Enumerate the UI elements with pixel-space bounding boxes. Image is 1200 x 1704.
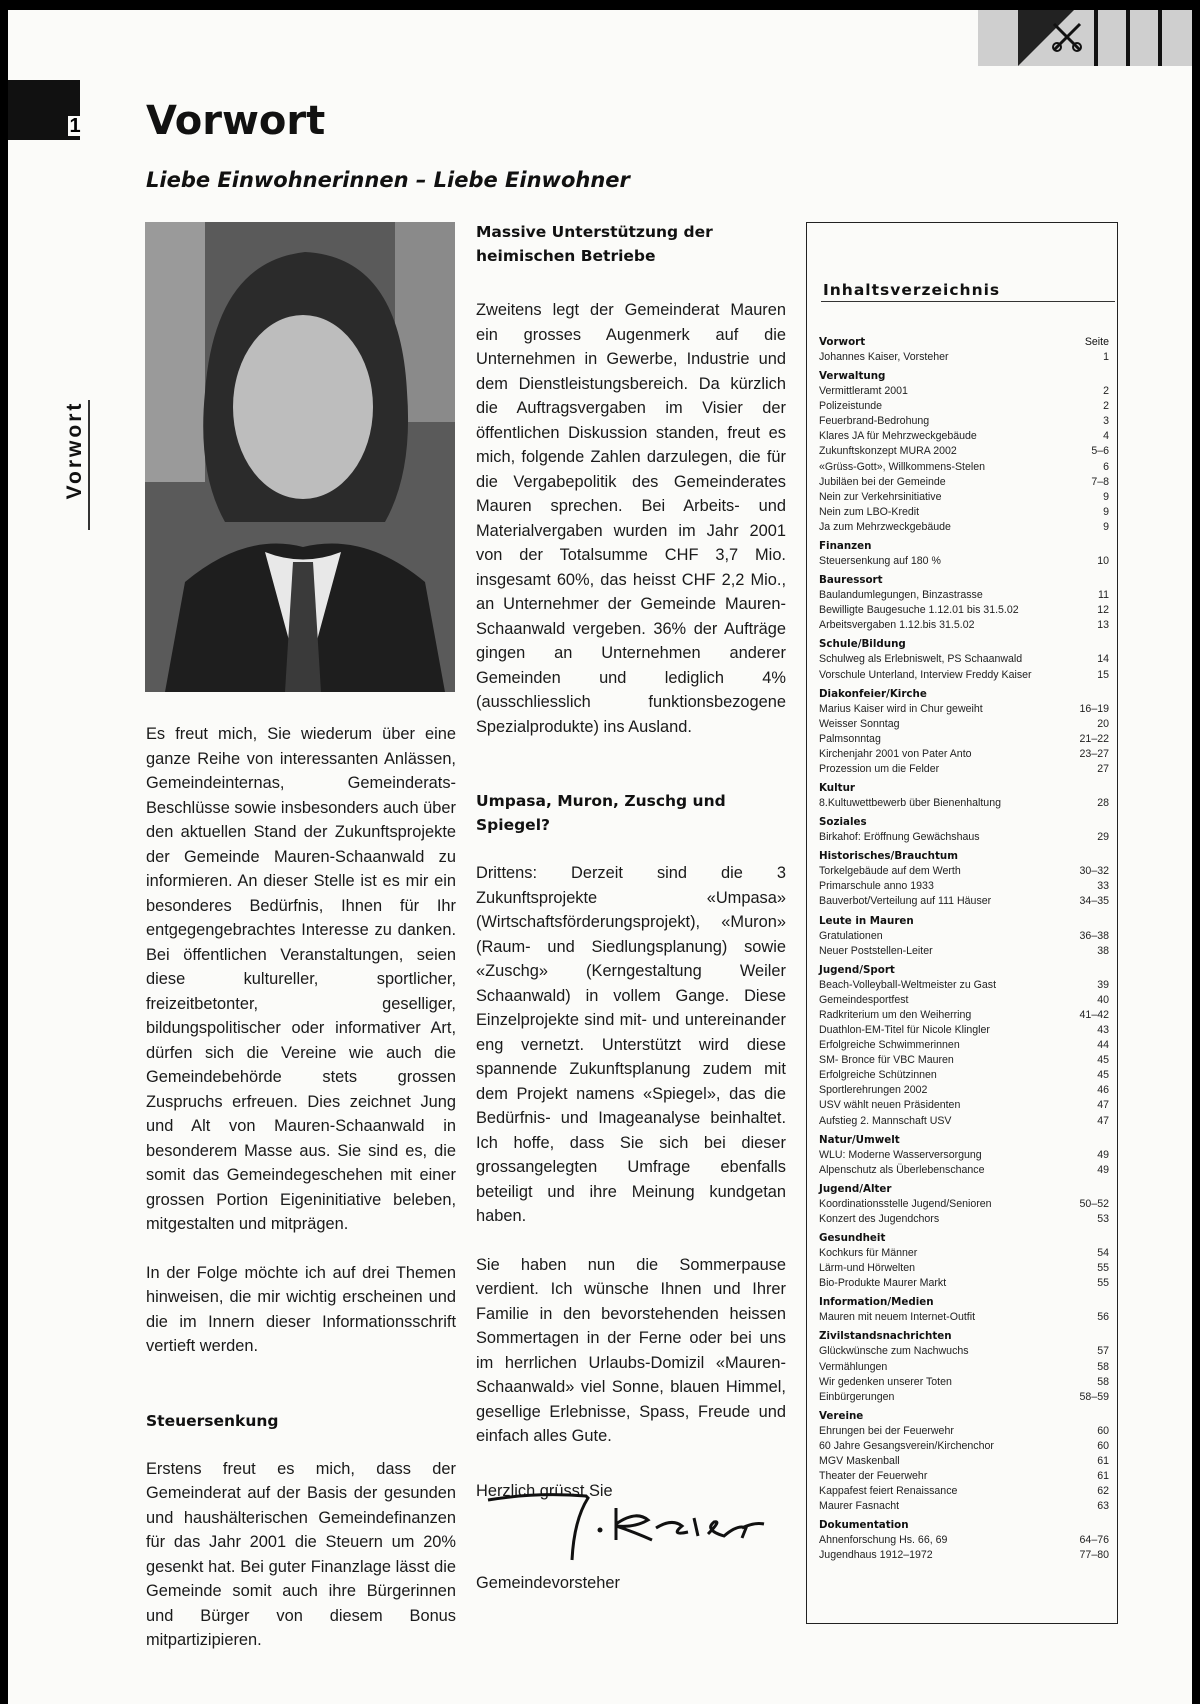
tax-paragraph: Erstens freut es mich, dass der Gemeinderat auf der Basis der gesunden und haushälterischen Gemeindefinanzen für das Jahr 2001 die Steuern um 20% gesenkt hat. Bei guter Finanzlage lässt die Gemeinde somit auch ihre Bürgerinnen und Bürger von diesem Bonus mitpartizipieren. — [146, 1459, 456, 1649]
toc-entry-label: Nein zur Verkehrsinitiative — [819, 490, 942, 503]
toc-entry-page: 28 — [1097, 797, 1109, 810]
toc-entry-label: Klares JA für Mehrzweckgebäude — [819, 430, 977, 443]
text-column-middle — [476, 220, 786, 1503]
intro-paragraph: Es freut mich, Sie wiederum über eine ganze Reihe von interessanten Anlässen, Gemeindeinternas, Gemeinderats-Beschlüsse sowie insbesonders auch über den aktuellen Stand der Zukunftsprojekte der Gemeinde Mauren-Schaanwald zu informieren. An dieser Stelle ist es mir ein besonderes Bedürfnis, Ihnen für Ihr entgegengebrachtes Interesse zu danken. Bei öffentlichen Veranstaltungen, seien diese kultureller, sportlicher, freizeitbetonter, geselliger, bildungspolitischer oder informativer Art, dürfen sich die Vereine wie auch die Gemeindebehörde stets grossen Zuspruchs erfreuen. Dies zeichnet Jung und Alt von Mauren-Schaanwald in besonderem Masse aus. Sie sind es, die somit das Gemeindegeschehen mit einer grossen Portion Eigeninitiative beleben, mitgestalten und mitprägen. — [146, 725, 456, 1233]
toc-entry-label: Schulweg als Erlebniswelt, PS Schaanwald — [819, 653, 1023, 666]
toc-entry-label: Arbeitsvergaben 1.12.bis 31.5.02 — [819, 619, 975, 632]
toc-entry-label: Zukunftskonzept MURA 2002 — [819, 445, 957, 458]
toc-entry-page: 4 — [1103, 430, 1109, 443]
toc-entry-page: 58–59 — [1079, 1390, 1109, 1403]
page-title: Vorwort — [146, 98, 326, 144]
toc-entry-page: 45 — [1097, 1069, 1109, 1082]
toc-entry-label: Gratulationen — [819, 929, 883, 942]
toc-entry — [819, 1454, 1109, 1469]
toc-entry-label: Ahnenforschung Hs. 66, 69 — [819, 1534, 948, 1547]
toc-entry-page: 43 — [1097, 1024, 1109, 1036]
toc-heading-label: Diakonfeier/Kirche — [819, 687, 927, 700]
toc-section — [819, 335, 1109, 365]
toc-heading-page: Seite — [1084, 336, 1109, 348]
toc-entry — [819, 1424, 1109, 1439]
toc-entry-label: Alpenschutz als Überlebenschance — [819, 1163, 985, 1176]
toc-entry-page: 62 — [1097, 1485, 1109, 1498]
toc-section-heading — [819, 914, 1109, 929]
toc-section — [819, 781, 1109, 811]
toc-entry-page: 33 — [1097, 880, 1109, 893]
toc-entry-label: Aufstieg 2. Mannschaft USV — [819, 1114, 952, 1127]
toc-entry — [819, 350, 1109, 365]
toc-entry — [819, 1148, 1109, 1163]
toc-entry-page: 58 — [1097, 1360, 1109, 1373]
toc-section-heading — [819, 1231, 1109, 1246]
toc-entry — [819, 652, 1109, 667]
toc-entry-page: 21–22 — [1079, 732, 1109, 745]
toc-entry — [819, 879, 1109, 894]
toc-entry-page: 61 — [1097, 1470, 1109, 1483]
toc-entry-label: Duathlon-EM-Titel für Nicole Klingler — [819, 1024, 990, 1036]
toc-section — [819, 963, 1109, 1129]
toc-section — [819, 849, 1109, 909]
toc-entry-page: 54 — [1097, 1247, 1109, 1260]
toc-entry-page: 20 — [1097, 717, 1109, 730]
toc-entry — [819, 520, 1109, 535]
toc-entry-label: Kappafest feiert Renaissance — [819, 1485, 958, 1498]
toc-entry-page: 56 — [1097, 1311, 1109, 1324]
toc-entry-page: 16–19 — [1079, 702, 1109, 715]
toc-entry — [819, 399, 1109, 414]
toc-entry — [819, 894, 1109, 909]
toc-section-heading — [819, 781, 1109, 796]
toc-section-heading — [819, 1329, 1109, 1344]
summer-paragraph: Sie haben nun die Sommerpause verdient. Ich wünsche Ihnen und Ihrer Familie in den bevorstehenden heissen Sommertagen in der Ferne oder bei uns im herrlichen Urlaubs-Domizil «Mauren-Schaanwald» viel Sonne, blauen Himmel, gesellige Erlebnisse, Spass, Freude und einfach alles Gute. — [476, 1255, 786, 1445]
projects-paragraph: Drittens: Derzeit sind die 3 Zukunftsprojekte «Umpasa» (Wirtschaftsförderungsprojekt), «Muron» (Raum- und Siedlungsplanung) sowie «Zuschg» (Kerngestaltung Weiler Schaanwald) in vollem Gange. Diese Einzelprojekte sind mit- und untereinander eng vernetzt. Unterstützt wird diese spannende Zukunftsplanung zudem mit dem Projekt namens «Spiegel», das die Bedürfnis- und Imageanalyse beinhaltet. Ich hoffe, dass Sie sich bei dieser grossangelegten Umfrage ebenfalls beteiligt und ihre Meinung kundgetan haben. — [476, 864, 786, 1225]
toc-entry-label: Feuerbrand-Bedrohung — [819, 415, 930, 428]
toc-entry — [819, 1114, 1109, 1129]
page-subtitle: Liebe Einwohnerinnen – Liebe Einwohner — [146, 168, 630, 192]
toc-entry — [819, 796, 1109, 811]
toc-heading-label: Jugend/Sport — [819, 963, 895, 976]
table-of-contents — [806, 222, 1118, 1624]
toc-entry — [819, 384, 1109, 399]
toc-entry-label: Erfolgreiche Schwimmerinnen — [819, 1039, 960, 1052]
toc-heading-label: Vereine — [819, 1409, 864, 1422]
toc-entry — [819, 717, 1109, 732]
toc-entry-label: Vermittleramt 2001 — [819, 385, 908, 398]
toc-entry — [819, 1469, 1109, 1484]
toc-entry-label: Steuersenkung auf 180 % — [819, 555, 941, 568]
toc-entry — [819, 603, 1109, 618]
toc-entry-label: Bauverbot/Verteilung auf 111 Häuser — [819, 895, 992, 908]
corner-tab-block — [978, 10, 1192, 66]
toc-entry-page: 34–35 — [1079, 895, 1109, 908]
heading-projekte: Umpasa, Muron, Zuschg und Spiegel? — [476, 792, 726, 834]
tools-icon — [1050, 20, 1084, 54]
toc-entry-label: Wir gedenken unserer Toten — [819, 1375, 952, 1388]
toc-entry-label: Gemeindesportfest — [819, 993, 909, 1006]
toc-entry-label: Mauren mit neuem Internet-Outfit — [819, 1311, 976, 1324]
toc-entry-label: Sportlerehrungen 2002 — [819, 1084, 928, 1097]
toc-entry — [819, 702, 1109, 717]
toc-entry — [819, 993, 1109, 1008]
toc-heading-label: Natur/Umwelt — [819, 1133, 900, 1146]
toc-entry-label: Palmsonntag — [819, 732, 881, 745]
toc-heading-label: Gesundheit — [819, 1232, 886, 1245]
toc-entry-page: 49 — [1097, 1163, 1109, 1176]
toc-heading-label: Kultur — [819, 782, 855, 795]
toc-entry-label: Erfolgreiche Schützinnen — [819, 1069, 937, 1082]
toc-entry-label: Prozession um die Felder — [819, 762, 940, 775]
toc-entry-page: 47 — [1097, 1114, 1109, 1127]
toc-entry — [819, 1212, 1109, 1227]
signature — [476, 1480, 776, 1570]
toc-entry-page: 38 — [1097, 944, 1109, 957]
side-section-label: Vorwort — [63, 400, 86, 500]
toc-entry-page: 61 — [1097, 1454, 1109, 1467]
toc-section — [819, 1518, 1109, 1563]
toc-section — [819, 637, 1109, 682]
toc-heading-label: Schule/Bildung — [819, 638, 906, 651]
themes-paragraph: In der Folge möchte ich auf drei Themen hinweisen, die mir wichtig erscheinen und die im Innern dieser Informationsschrift vertieft werden. — [146, 1263, 456, 1355]
toc-entry-page: 12 — [1097, 604, 1109, 617]
toc-entry — [819, 1098, 1109, 1113]
toc-entry-page: 9 — [1103, 505, 1109, 518]
toc-entry-label: Konzert des Jugendchors — [819, 1212, 940, 1225]
toc-entry — [819, 1053, 1109, 1068]
toc-entry — [819, 1068, 1109, 1083]
toc-entry — [819, 864, 1109, 879]
toc-entry — [819, 1360, 1109, 1375]
toc-entry — [819, 1008, 1109, 1023]
toc-entry — [819, 1548, 1109, 1563]
toc-heading-label: Verwaltung — [819, 370, 886, 383]
toc-entry-page: 2 — [1103, 385, 1109, 398]
toc-section-heading — [819, 963, 1109, 978]
toc-entry-label: Maurer Fasnacht — [819, 1500, 900, 1513]
toc-entry-page: 44 — [1097, 1039, 1109, 1052]
toc-entry-label: MGV Maskenball — [819, 1454, 900, 1467]
toc-section-heading — [819, 369, 1109, 384]
side-rule — [88, 400, 90, 530]
toc-entry — [819, 1261, 1109, 1276]
toc-entry-label: «Grüss-Gott», Willkommens-Stelen — [819, 460, 986, 473]
toc-entry-page: 64–76 — [1079, 1534, 1109, 1547]
toc-heading-label: Leute in Mauren — [819, 914, 914, 927]
toc-entry-label: Birkahof: Eröffnung Gewächshaus — [819, 831, 980, 844]
toc-entry — [819, 1484, 1109, 1499]
toc-entry-label: USV wählt neuen Präsidenten — [819, 1099, 961, 1112]
toc-entry-label: Torkelgebäude auf dem Werth — [819, 865, 961, 878]
toc-entry-label: Johannes Kaiser, Vorsteher — [819, 351, 949, 363]
toc-entry-label: Jugendhaus 1912–1972 — [819, 1549, 933, 1562]
toc-entry-page: 10 — [1097, 555, 1109, 568]
toc-heading-label: Dokumentation — [819, 1519, 909, 1532]
toc-entry-label: Nein zum LBO-Kredit — [819, 505, 920, 518]
toc-section-heading — [819, 849, 1109, 864]
page-number: 1 — [69, 115, 81, 137]
toc-section-heading — [819, 1182, 1109, 1197]
toc-section — [819, 539, 1109, 569]
toc-entry-label: Kirchenjahr 2001 von Pater Anto — [819, 747, 972, 760]
toc-entry — [819, 1499, 1109, 1514]
toc-entry-page: 49 — [1097, 1148, 1109, 1161]
toc-entry-label: Neuer Poststellen-Leiter — [819, 944, 933, 957]
toc-entry-page: 60 — [1097, 1439, 1109, 1452]
toc-entry — [819, 414, 1109, 429]
toc-entry-page: 14 — [1097, 653, 1109, 666]
toc-entry-page: 40 — [1097, 993, 1109, 1006]
toc-entry-page: 46 — [1097, 1084, 1109, 1097]
toc-entry-label: Vorschule Unterland, Interview Freddy Kaiser — [819, 668, 1032, 681]
toc-entry-page: 60 — [1097, 1424, 1109, 1437]
toc-entry-page: 9 — [1103, 490, 1109, 503]
toc-entry — [819, 1246, 1109, 1261]
toc-entry-page: 13 — [1097, 619, 1109, 632]
toc-entry-label: Bewilligte Baugesuche 1.12.01 bis 31.5.02 — [819, 604, 1019, 617]
toc-entry-label: Radkriterium um den Weiherring — [819, 1008, 972, 1021]
heading-unterstuetzung: Massive Unterstützung der heimischen Betriebe — [476, 223, 713, 265]
toc-entry-page: 15 — [1097, 668, 1109, 681]
toc-section — [819, 914, 1109, 959]
toc-entry — [819, 460, 1109, 475]
toc-entry-label: Primarschule anno 1933 — [819, 880, 934, 893]
toc-entry — [819, 1310, 1109, 1325]
toc-entry-page: 63 — [1097, 1500, 1109, 1513]
toc-heading-label: Finanzen — [819, 540, 872, 553]
toc-entry-label: Baulandumlegungen, Binzastrasse — [819, 589, 983, 602]
text-column-left — [146, 722, 456, 1653]
toc-entry — [819, 944, 1109, 959]
toc-title-rule — [821, 301, 1115, 302]
toc-heading-label: Historisches/Brauchtum — [819, 850, 958, 863]
toc-entry — [819, 747, 1109, 762]
toc-section — [819, 815, 1109, 845]
toc-entry-page: 53 — [1097, 1212, 1109, 1225]
document-page — [8, 10, 1192, 1704]
toc-entry-page: 27 — [1097, 762, 1109, 775]
toc-entry — [819, 505, 1109, 520]
toc-section — [819, 1295, 1109, 1325]
toc-heading-label: Bauressort — [819, 574, 883, 587]
toc-entry — [819, 1023, 1109, 1038]
toc-section — [819, 1409, 1109, 1515]
toc-heading-label: Information/Medien — [819, 1296, 934, 1309]
toc-heading-label: Vorwort — [819, 336, 866, 348]
toc-entry-page: 55 — [1097, 1277, 1109, 1290]
toc-entry-page: 29 — [1097, 831, 1109, 844]
toc-entry — [819, 1439, 1109, 1454]
toc-entry — [819, 618, 1109, 633]
toc-entry-page: 1 — [1103, 351, 1109, 363]
toc-entry-label: Ja zum Mehrzweckgebäude — [819, 520, 951, 533]
toc-entry — [819, 1276, 1109, 1291]
toc-entry-page: 41–42 — [1079, 1008, 1109, 1021]
toc-section-heading — [819, 573, 1109, 588]
toc-entry-page: 2 — [1103, 400, 1109, 413]
toc-entry-label: Weisser Sonntag — [819, 717, 900, 730]
toc-entry-page: 23–27 — [1079, 747, 1109, 760]
toc-entry-label: Ehrungen bei der Feuerwehr — [819, 1424, 954, 1437]
toc-section-heading — [819, 1409, 1109, 1424]
toc-entry-page: 50–52 — [1079, 1197, 1109, 1210]
heading-steuersenkung: Steuersenkung — [146, 1411, 279, 1430]
toc-entry — [819, 475, 1109, 490]
toc-section — [819, 687, 1109, 777]
toc-entry — [819, 1197, 1109, 1212]
toc-entry-label: SM- Bronce für VBC Mauren — [819, 1054, 954, 1067]
toc-heading-label: Zivilstandsnachrichten — [819, 1330, 952, 1343]
toc-entry-label: 60 Jahre Gesangsverein/Kirchenchor — [819, 1439, 994, 1452]
toc-entry-label: 8.Kultuwettbewerb über Bienenhaltung — [819, 797, 1001, 810]
toc-entry-page: 57 — [1097, 1345, 1109, 1358]
toc-section-heading — [819, 1518, 1109, 1533]
toc-entry-label: Theater der Feuerwehr — [819, 1470, 928, 1483]
toc-entry-page: 36–38 — [1079, 929, 1109, 942]
toc-section-heading — [819, 539, 1109, 554]
toc-entry — [819, 1038, 1109, 1053]
toc-entry-page: 30–32 — [1079, 865, 1109, 878]
toc-entry — [819, 1163, 1109, 1178]
toc-section — [819, 1231, 1109, 1291]
toc-section-heading — [819, 637, 1109, 652]
toc-body — [819, 331, 1109, 1566]
toc-entry-page: 9 — [1103, 520, 1109, 533]
toc-section — [819, 1133, 1109, 1178]
portrait-photo — [145, 222, 455, 692]
toc-section — [819, 573, 1109, 633]
toc-entry — [819, 444, 1109, 459]
toc-entry — [819, 732, 1109, 747]
toc-entry — [819, 588, 1109, 603]
toc-entry-label: Koordinationsstelle Jugend/Senioren — [819, 1197, 992, 1210]
toc-entry-label: Beach-Volleyball-Weltmeister zu Gast — [819, 978, 997, 991]
toc-section-heading — [819, 1133, 1109, 1148]
toc-entry-page: 45 — [1097, 1054, 1109, 1067]
toc-entry-page: 6 — [1103, 460, 1109, 473]
toc-entry-label: Lärm-und Hörwelten — [819, 1262, 915, 1275]
toc-entry — [819, 762, 1109, 777]
toc-entry — [819, 1375, 1109, 1390]
toc-entry-label: Kochkurs für Männer — [819, 1247, 918, 1260]
toc-entry — [819, 1390, 1109, 1405]
toc-entry — [819, 1083, 1109, 1098]
toc-entry — [819, 490, 1109, 505]
toc-entry-page: 77–80 — [1079, 1549, 1109, 1562]
toc-entry — [819, 978, 1109, 993]
greeting-text: Herzlich grüsst Sie — [476, 1481, 613, 1500]
toc-entry-page: 5–6 — [1091, 445, 1109, 458]
toc-entry — [819, 668, 1109, 683]
toc-entry-label: Polizeistunde — [819, 400, 883, 413]
toc-entry-label: Glückwünsche zum Nachwuchs — [819, 1345, 969, 1358]
toc-section — [819, 369, 1109, 535]
toc-entry-page: 47 — [1097, 1099, 1109, 1112]
toc-entry-label: Marius Kaiser wird in Chur geweiht — [819, 702, 983, 715]
toc-entry-label: Einbürgerungen — [819, 1390, 895, 1403]
toc-title: Inhaltsverzeichnis — [823, 281, 1001, 299]
toc-section-heading — [819, 1295, 1109, 1310]
support-paragraph: Zweitens legt der Gemeinderat Mauren ein grosses Augenmerk auf die Unternehmen in Gewerbe, Industrie und dem Dienstleistungsbereich. Da kürzlich die Auftragsvergaben im Visier der öffentlichen Diskussion standen, freut es mich, folgende Zahlen darzulegen, die für die Vergabepolitik des Gemeinderates Mauren sprechen. Bei Arbeits- und Materialvergaben wurden im Jahr 2001 von der Totalsumme CHF 3,7 Mio. insgesamt 60%, das heisst CHF 2,2 Mio., an Unternehmer der Gemeinde Mauren-Schaanwald vergeben. 36% der Aufträge gingen an Unternehmen anderer Gemeinden und lediglich 4% (ausschliesslich funktionsbezogene Spezialprodukte) ins Ausland. — [476, 301, 786, 736]
toc-entry-page: 55 — [1097, 1262, 1109, 1275]
toc-section-heading — [819, 335, 1109, 350]
toc-section-heading — [819, 815, 1109, 830]
toc-entry-page: 7–8 — [1091, 475, 1109, 488]
toc-entry — [819, 929, 1109, 944]
toc-entry-page: 39 — [1097, 978, 1109, 991]
toc-entry-label: WLU: Moderne Wasserversorgung — [819, 1148, 982, 1161]
toc-entry-label: Jubiläen bei der Gemeinde — [819, 475, 946, 488]
toc-section-heading — [819, 687, 1109, 702]
toc-entry — [819, 429, 1109, 444]
toc-entry — [819, 830, 1109, 845]
toc-entry-page: 11 — [1098, 589, 1109, 602]
toc-heading-label: Jugend/Alter — [819, 1182, 892, 1195]
toc-entry-page: 58 — [1097, 1375, 1109, 1388]
toc-entry-page: 3 — [1103, 415, 1109, 428]
signatory-role: Gemeindevorsteher — [476, 1574, 620, 1592]
toc-section — [819, 1329, 1109, 1404]
toc-entry — [819, 1533, 1109, 1548]
toc-heading-label: Soziales — [819, 816, 867, 829]
toc-entry-label: Bio-Produkte Maurer Markt — [819, 1277, 947, 1290]
toc-entry — [819, 1344, 1109, 1359]
toc-entry — [819, 554, 1109, 569]
toc-entry-label: Vermählungen — [819, 1360, 888, 1373]
toc-section — [819, 1182, 1109, 1227]
